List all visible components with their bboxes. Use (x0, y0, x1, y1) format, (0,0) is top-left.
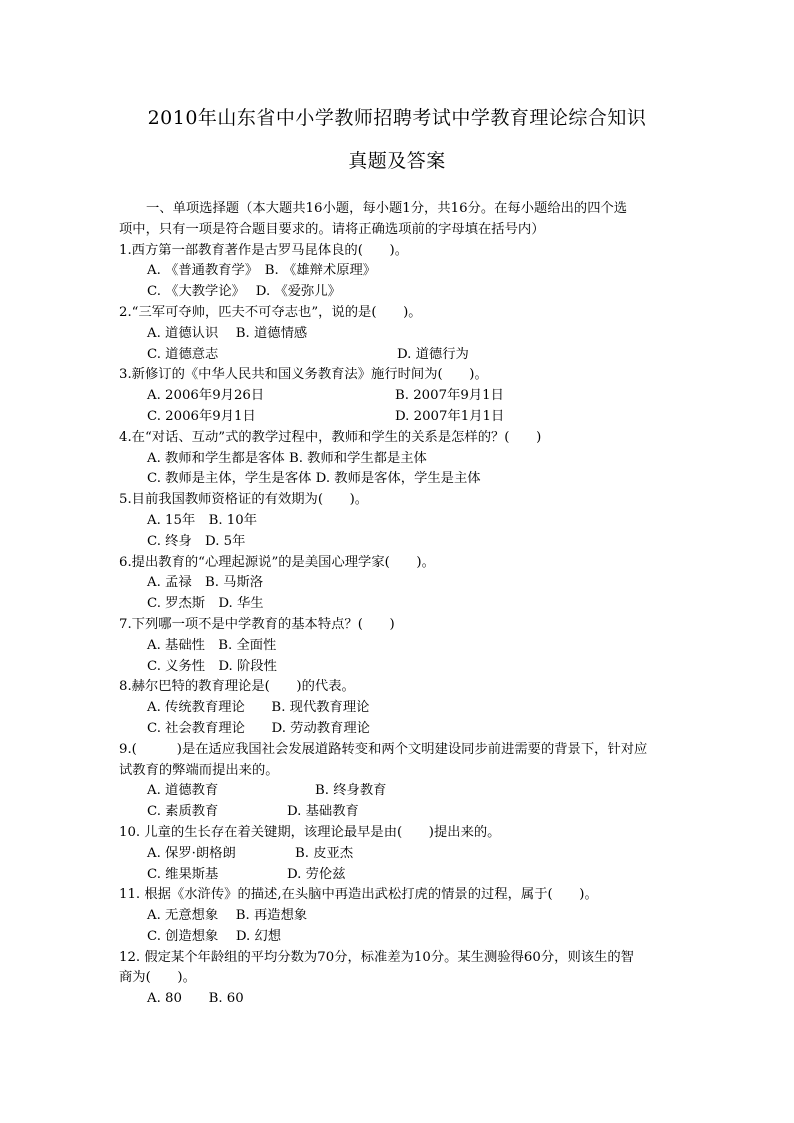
question-3-option-c: C. 2006年9月1日 (147, 408, 256, 424)
question-6-options-ab: A. 孟禄 B. 马斯洛 (147, 575, 264, 591)
question-9-cont: 试教育的弊端而提出来的。 (119, 762, 279, 778)
question-3-option-b: B. 2007年9月1日 (395, 388, 504, 404)
question-4-options-ab: A. 教师和学生都是客体 B. 教师和学生都是主体 (147, 450, 427, 466)
question-10: 10. 儿童的生长存在着关键期，该理论最早是由( )提出来的。 (119, 824, 501, 840)
question-10-options-ab (119, 844, 689, 865)
question-3: 3.新修订的《中华人民共和国义务教育法》施行时间为( )。 (119, 367, 488, 383)
question-2: 2.“三军可夺帅，匹夫不可夺志也”，说的是( )。 (119, 304, 422, 320)
page-title-line2: 真题及答案 (348, 150, 446, 172)
question-6: 6.提出教育的“心理起源说”的是美国心理学家( )。 (119, 554, 435, 570)
question-5: 5.目前我国教师资格证的有效期为( )。 (119, 492, 369, 508)
question-9-option-c: C. 素质教育 (147, 804, 219, 820)
question-2-options-cd (119, 345, 689, 366)
question-8-options-cd: C. 社会教育理论 D. 劳动教育理论 (147, 720, 370, 736)
question-1-options-ab: A. 《普通教育学》 B. 《雄辩术原理》 (147, 263, 377, 279)
question-1-options-cd: C. 《大教学论》 D. 《爱弥儿》 (147, 284, 341, 300)
question-10-option-a: A. 保罗·朗格朗 (147, 845, 236, 861)
question-10-option-c: C. 维果斯基 (147, 866, 219, 882)
question-12-options-ab: A. 80 B. 60 (147, 991, 244, 1007)
question-7-options-ab: A. 基础性 B. 全面性 (147, 637, 277, 653)
question-11-options-cd: C. 创造想象 D. 幻想 (147, 928, 282, 944)
question-3-options-ab (119, 386, 689, 407)
question-5-options-ab: A. 15年 B. 10年 (147, 512, 258, 528)
question-1: 1.西方第一部教育著作是古罗马昆体良的( )。 (119, 242, 408, 258)
question-9-option-a: A. 道德教育 (147, 783, 219, 799)
question-12-cont: 商为( )。 (119, 970, 196, 986)
question-10-options-cd (119, 865, 689, 886)
question-11-options-ab: A. 无意想象 B. 再造想象 (147, 908, 308, 924)
question-9: 9.( )是在适应我国社会发展道路转变和两个文明建设同步前进需要的背景下，针对应 (119, 741, 648, 757)
question-9-option-b: B. 终身教育 (315, 783, 387, 799)
question-3-option-d: D. 2007年1月1日 (395, 408, 505, 424)
question-4-options-cd: C. 教师是主体，学生是客体 D. 教师是客体，学生是主体 (147, 471, 481, 487)
question-7: 7.下列哪一项不是中学教育的基本特点？( ) (119, 616, 395, 632)
question-9-options-cd (119, 802, 689, 823)
question-10-option-d: D. 劳伦兹 (287, 866, 346, 882)
question-5-options-cd: C. 终身 D. 5年 (147, 533, 246, 549)
question-8-options-ab: A. 传统教育理论 B. 现代教育理论 (147, 700, 370, 716)
question-12: 12. 假定某个年龄组的平均分数为70分，标准差为10分。某生测验得60分，则该生的智 (119, 949, 634, 965)
question-3-option-a: A. 2006年9月26日 (147, 388, 265, 404)
question-3-options-cd (119, 407, 689, 428)
section-heading: 一、单项选择题（本大题共16小题，每小题1分，共16分。在每小题给出的四个选 (146, 201, 628, 216)
question-2-option-c: C. 道德意志 (147, 346, 219, 362)
page-title-line1: 2010年山东省中小学教师招聘考试中学教育理论综合知识 (147, 107, 647, 129)
question-10-option-b: B. 皮亚杰 (295, 845, 354, 861)
section-heading-cont: 项中，只有一项是符合题目要求的。请将正确选项前的字母填在括号内） (119, 221, 545, 237)
question-2-option-d: D. 道德行为 (397, 346, 469, 362)
question-9-options-ab (119, 781, 689, 802)
question-4: 4.在“对话、互动”式的教学过程中，教师和学生的关系是怎样的？( ) (119, 429, 542, 445)
question-7-options-cd: C. 义务性 D. 阶段性 (147, 658, 277, 674)
question-2-options-ab: A. 道德认识 B. 道德情感 (147, 325, 308, 341)
question-11: 11. 根据《水浒传》的描述,在头脑中再造出武松打虎的情景的过程，属于( )。 (119, 887, 598, 903)
question-6-options-cd: C. 罗杰斯 D. 华生 (147, 596, 264, 612)
question-9-option-d: D. 基础教育 (287, 804, 359, 820)
exam-content (119, 199, 689, 1010)
question-8: 8.赫尔巴特的教育理论是( )的代表。 (119, 679, 355, 695)
